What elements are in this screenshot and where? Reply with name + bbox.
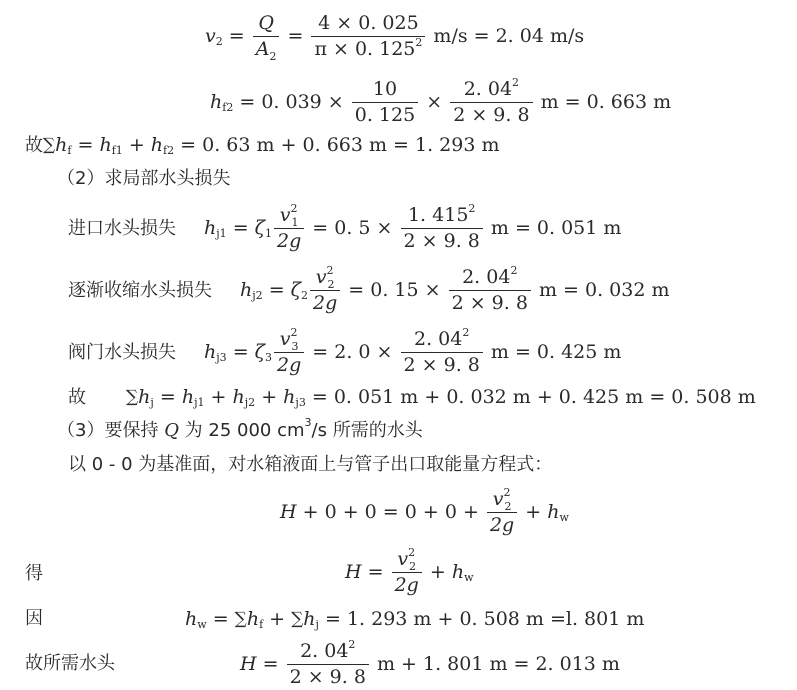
section-heading-required-head: （3）要保持 Q 为 25 000 cm 3 /s 所需的水头 <box>57 415 423 441</box>
section-heading-local-loss: （2）求局部水头损失 <box>57 168 231 189</box>
fraction-velocity-head-symbolic: $\frac{v^2_1}{2g}$ <box>274 206 304 251</box>
fraction-flow-over-area: $\frac{4 \times 0. 025}{\pi \times 0. 125^2}$ <box>311 14 425 59</box>
equation-velocity: v 2 = $\frac{Q}{A_2}$ = $\frac{4 \times 0. 025}{\pi \times 0. 125^2}$ m/s = 2. 04 m/s <box>205 12 585 63</box>
fraction-velocity-head-numeric: $\frac{2. 04^2}{2 \times 9. 8}$ <box>401 330 483 375</box>
label-because: 因 <box>25 608 43 629</box>
fraction-velocity-head-numeric: $\frac{1. 415^2}{2 \times 9. 8}$ <box>401 206 483 251</box>
equation-total-loss: h w = ∑ h f + ∑ h j = 1. 293 m + 0. 508 m =l. 801 m <box>185 608 645 631</box>
fraction-velocity-head-symbolic: $\frac{v^2_2}{2g}$ <box>392 550 422 595</box>
equation-energy: H + 0 + 0 = 0 + 0 + $\frac{v^2_2}{2g}$ + h w <box>280 486 569 536</box>
fraction-q-over-a: $\frac{Q}{A_2}$ <box>253 14 280 59</box>
energy-equation-intro: 以 0 - 0 为基准面，对水箱液面上与管子出口取能量方程式： <box>68 454 553 475</box>
v-symbol: v <box>205 25 216 47</box>
fraction-velocity-head-numeric: $\frac{2. 04^2}{2 \times 9. 8}$ <box>287 642 369 687</box>
label-required-head: 故所需水头 <box>25 653 115 674</box>
fraction-velocity-head-symbolic: $\frac{v^2_2}{2g}$ <box>310 268 340 313</box>
equation-valve-loss: 阀门水头损失 h j3 = ζ 3 $\frac{v^2_3}{2g}$ = 2. 0 × $\frac{2. 04^2}{2 \times 9. 8}$ m = 0. 425 m <box>68 326 622 376</box>
fraction-velocity-head-symbolic: $\frac{v^2_3}{2g}$ <box>274 330 304 375</box>
equation-friction-loss-2: h f2 = 0. 039 × $\frac{10}{0. 125}$ × $\frac{2. 04^2}{2 \times 9. 8}$ m = 0. 663 m <box>210 76 672 126</box>
equation-sum-friction: 故 ∑ h f = h f1 + h f2 = 0. 63 m + 0. 663 m = 1. 293 m <box>25 134 500 157</box>
label-hence: 得 <box>25 563 43 584</box>
equation-sum-local-loss: 故 ∑ h j = h j1 + h j2 + h j3 = 0. 051 m + 0. 032 m + 0. 425 m = 0. 508 m <box>68 386 756 409</box>
fraction-velocity-head-symbolic: $\frac{v^2_2}{2g}$ <box>487 490 517 535</box>
equation-final-head: H = $\frac{2. 04^2}{2 \times 9. 8}$ m + 1. 801 m = 2. 013 m <box>240 638 620 688</box>
equation-inlet-loss: 进口水头损失 h j1 = ζ 1 $\frac{v^2_1}{2g}$ = 0. 5 × $\frac{1. 415^2}{2 \times 9. 8}$ m = 0. 051 m <box>68 202 622 252</box>
fraction-velocity-head-numeric: $\frac{2. 04^2}{2 \times 9. 8}$ <box>449 268 531 313</box>
equation-contraction-loss: 逐渐收缩水头损失 h j2 = ζ 2 $\frac{v^2_2}{2g}$ = 0. 15 × $\frac{2. 04^2}{2 \times 9. 8}$ m = 0. 032 m <box>68 264 670 314</box>
fraction-velocity-head: $\frac{2. 04^2}{2 \times 9. 8}$ <box>450 80 532 125</box>
fraction-length-over-diameter: $\frac{10}{0. 125}$ <box>352 80 418 125</box>
equation-total-head: H = $\frac{v^2_2}{2g}$ + h w <box>345 546 474 596</box>
